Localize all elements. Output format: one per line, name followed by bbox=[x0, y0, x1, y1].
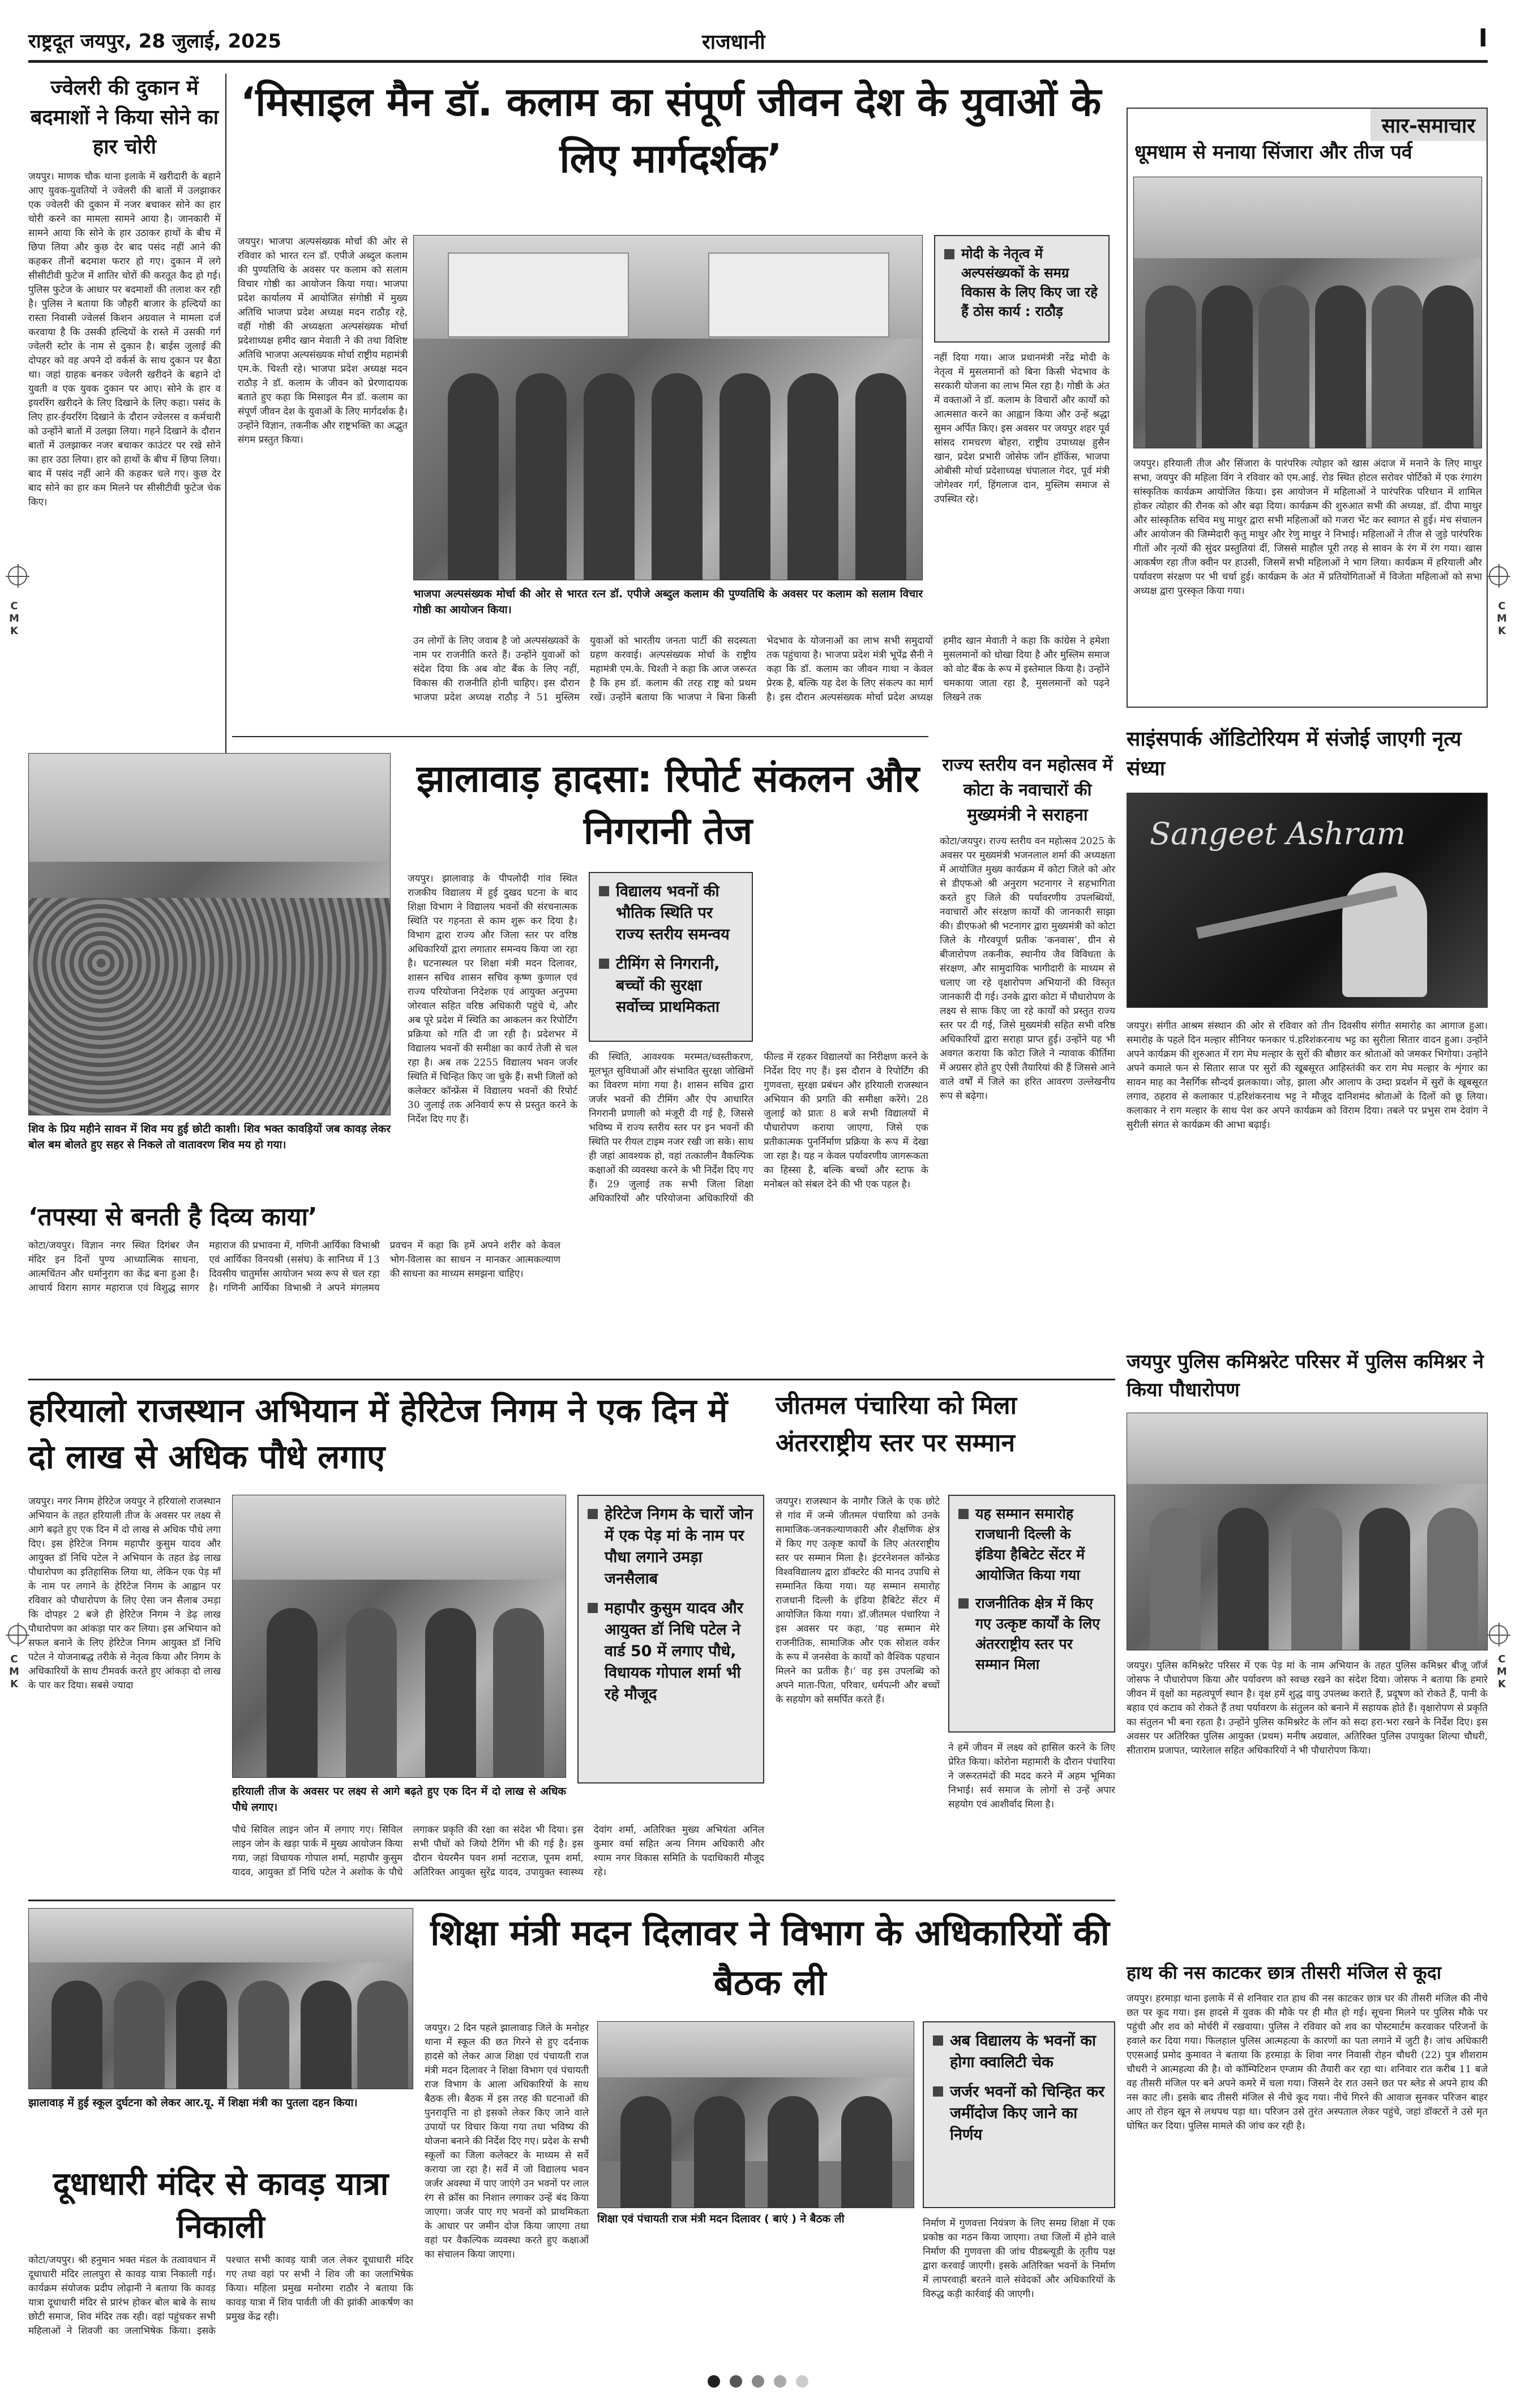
bullet-icon bbox=[588, 1509, 598, 1519]
story-body: जयपुर। राजस्थान के नागौर जिले के एक छोटे से गांव में जन्मे जीतमल पंचारिया को उनके सामाजिक-जनकल्याणकारी और शैक्षणिक क्षेत्र में किए गए उत्कृष्ट कार्यों के लिए अंतरराष्ट्रीय स्तर पर सम्मान मिला है। इंटरनेशनल कॉन्फ्रेड विश्वविद्यालय द्वारा डॉक्टरेट की मानद उपाधि से सम्मानित किया गया। यह सम्मान समारोह राजधानी दिल्ली के इंडिया हैबिटेट सेंटर में आयोजित किया गया। डॉ.जीतमल पंचारिया ने इस अवसर पर कहा, ‘यह सम्मान मेरे राजनीतिक, सामाजिक और एक सोशल वर्कर के रूप में जनसेवा के कार्यों को वैश्विक पहचान मिलने का प्रतीक है।’ वह इस उपलब्धि को अपने माता-पिता, परिवार, धर्मपत्नी और बच्चों के सहयोग को समर्पित करते हैं। bbox=[776, 1496, 940, 1705]
section-rule bbox=[28, 1379, 1115, 1380]
story-tapasya bbox=[28, 1200, 560, 1370]
photo-caption: झालावाड़ में हुई स्कूल दुर्घटना को लेकर आर.यू. में शिक्षा मंत्री का पुतला दहन किया। bbox=[28, 2097, 358, 2109]
photo-caption: शिव के प्रिय महीने सावन में शिव मय हुई छोटी काशी। शिव भक्त कावड़ियों जब कावड़ लेकर बोल बम बोलते हुए सहर से निकले तो वातावरण शिव मय हो गया। bbox=[28, 1123, 391, 1151]
cmk-mark: C M K bbox=[9, 600, 19, 637]
story-headline: जयपुर पुलिस कमिश्नरेट परिसर में पुलिस कमिश्नर ने किया पौधारोपण bbox=[1127, 1350, 1484, 1401]
header-date: राष्ट्रदूत जयपुर, 28 जुलाई, 2025 bbox=[28, 30, 282, 53]
section-rule bbox=[28, 1900, 1115, 1901]
story-headline: हरियालो राजस्थान अभियान में हेरिटेज निगम ने एक दिन में दो लाख से अधिक पौधे लगाए bbox=[28, 1391, 728, 1476]
story-headline: धूमधाम से मनाया सिंजारा और तीज पर्व bbox=[1134, 141, 1412, 164]
story-headline: हाथ की नस काटकर छात्र तीसरी मंजिल से कूदा bbox=[1127, 1962, 1442, 1983]
highlight-box bbox=[948, 1495, 1115, 1733]
registration-mark-icon bbox=[8, 566, 27, 585]
bullet-icon bbox=[958, 1598, 969, 1609]
story-headline: राज्य स्तरीय वन महोत्सव में कोटा के नवाचारों की मुख्यमंत्री ने सराहना bbox=[942, 755, 1113, 825]
heritage-plantation-photo bbox=[232, 1495, 566, 1778]
highlight-text: अब विद्यालय के भवनों का होगा क्वालिटी चेक bbox=[950, 2032, 1097, 2071]
header-section: राजधानी bbox=[702, 31, 765, 54]
bullet-icon bbox=[958, 1509, 969, 1519]
story-body: उन लोगों के लिए जवाब है जो अल्पसंख्यकों के नाम पर राजनीति करते हैं। उन्होंने युवाओं को संदेश दिया कि अब वोट बैंक के लिए नहीं, विकास की राजनीति होनी चाहिए। इस दौरान भाजपा प्रदेश अध्यक्ष राठौड़ ने 51 मुस्लिम युवाओं को भारतीय जनता पार्टी की सदस्यता ग्रहण करवाई। अल्पसंख्यक मोर्चा के राष्ट्रीय महामंत्री एम.के. चिश्ती ने कहा कि आज जरूरत है कि हम डॉ. कलाम की तरह राष्ट्र को प्रथम रखें। उन्होंने बताया कि भाजपा ने बिना किसी भेदभाव के योजनाओं का लाभ सभी समुदायों तक पहुंचाया है। भाजपा प्रदेश मंत्री भूपेंद्र सैनी ने कहा कि डॉ. कलाम का जीवन गाथा न केवल प्रेरक है, बल्कि यह देश के लिए संकल्प का मार्ग है। इस दौरान अल्पसंख्यक मोर्चा प्रदेश अध्यक्ष हमीद खान मेवाती ने कहा कि कांग्रेस ने हमेशा मुसलमानों को धोखा दिया है और मुस्लिम समाज को वोट बैंक के रूप में इस्तेमाल किया है। उन्होंने चमकाया जाता रहा है, मुसलमानों को पढ़ने लिखने तक bbox=[413, 635, 1110, 703]
bullet-icon bbox=[599, 886, 609, 896]
stage-banner: Sangeet Ashram bbox=[1150, 816, 1406, 852]
header-page-number: I bbox=[1478, 24, 1488, 53]
color-swatch bbox=[730, 2375, 742, 2388]
highlight-text: महापौर कुसुम यादव और आयुक्त डॉ निधि पटेल ने वार्ड 50 में लगाए पौधे, विधायक गोपाल शर्मा भी रहे मौजूद bbox=[605, 1599, 743, 1703]
column-rule bbox=[225, 74, 226, 838]
story-jewellery bbox=[28, 74, 221, 844]
story-panchariya bbox=[776, 1387, 1115, 1897]
bullet-icon bbox=[588, 1603, 598, 1613]
story-body: कोटा/जयपुर। राज्य स्तरीय वन महोत्सव 2025 के अवसर पर मुख्यमंत्री भजनलाल शर्मा की अध्यक्षता में आयोजित मुख्य कार्यक्रम में कोटा जिले को ओर से डीएफओ श्री अनुराग भटनागर ने सहभागिता करते हुए जिले की पर्यावरणीय उपलब्धियों, नवाचारों और संरक्षण कार्यों की जानकारी साझा की। डीएफओ श्री भटनागर द्वारा मुख्यमंत्री को कोटा जिले के गौरवपूर्ण प्रतीक ‘कनवास’, ग्रीन से बीजारोपण तकनीक, स्थानीय जैव विविधता के संरक्षण, और सामुदायिक भागीदारी के माध्यम से चलाए जा रहे वृक्षारोपण अभियानों की विस्तृत जानकारी दी गई। उनके द्वारा कोटा में पौधारोपण के लक्ष्य से साफ किए जा रहे कार्यों को प्रस्तुत राज्य स्तर पर दी गई, जिसे मुख्यमंत्री सहित सभी वरिष्ठ अधिकारियों द्वारा सराहा प्राप्त हुई। उन्होंने यह भी अवगत कराया कि कोटा जिले ने न्यावाक कीर्तिमा में अग्रसर होते हुए ऐसी तैयारियां की हैं जिससे आने वाले वर्षों में जिले का हरित आवरण उल्लेखनीय रूप से बढ़ेगा। bbox=[940, 836, 1115, 1102]
story-body: जयपुर। संगीत आश्रम संस्थान की ओर से रविवार को तीन दिवसीय संगीत समारोह का आगाज हुआ। समारोह के पहले दिन मल्हार सीनियर फनकार पं.हरिशंकरनाथ भट्ट का सुरीला सितार वादन हुआ। उन्होंने अपने कार्यक्रम की शुरुआत में राग मेघ मल्हार के सुरों की बौछार कर श्रोताओं को जमकर भिगोया। उन्होंने अपने कमाले फन से सितार साज पर सुरों की खूबसूरत आहिस्तंकी कर राग मेघ मल्हार के शृंगार का सावन माह का नैसर्गिक सौन्दर्य झलकाया। जोड़, झाला और आलाप के उम्दा प्रदर्शन में सुरों के खूबसूरत लगाव, ठहराव से कलाकार पं.हरिशंकरनाथ भट्ट ने मौजूद दानिशमंद श्रोताओं के दिलों को छू लिया। कलाकार ने राग मल्हार के साथ पेश कर अपने कार्यक्रम को विराम दिया। तबले पर प्रभुस राम देवांग ने सुरीली संगत से कार्यक्रम की आभा बढ़ाई। bbox=[1127, 1020, 1488, 1131]
story-headline: शिक्षा मंत्री मदन दिलावर ने विभाग के अधिकारियों की बैठक ली bbox=[430, 1912, 1110, 2003]
story-headline: ‘तपस्या से बनती है दिव्य काया’ bbox=[28, 1203, 318, 1231]
story-side: नहीं दिया गया। आज प्रधानमंत्री नरेंद्र मोदी के नेतृत्व में मुसलमानों को बिना किसी भेदभाव के सरकारी योजना का लाभ मिल रहा है। गोष्ठी के अंत में वक्ताओं ने डॉ. कलाम के विचारों और कार्यों को आत्मसात करने का आह्वान किया और उन्हें श्रद्धा सुमन अर्पित किए। इस अवसर पर जयपुर शहर पूर्व सांसद रामचरण बोहरा, राष्ट्रीय उपाध्यक्ष हुसैन खान, प्रदेश प्रभारी जोसेफ जॉन हॉकिंस, भाजपा ओबीसी मोर्चा प्रदेशाध्यक्ष चंपालाल गेदर, पूर्व मंत्री जोगेश्वर गर्ग, हिंगलाज दान, मुस्लिम समाज से उपस्थित रहे। bbox=[934, 352, 1110, 505]
color-swatch bbox=[752, 2375, 764, 2388]
story-sar-samachar bbox=[1127, 108, 1488, 708]
header-rule bbox=[28, 60, 1488, 63]
highlight-text: यह सम्मान समारोह राजधानी दिल्ली के इंडिया हैबिटेट सेंटर में आयोजित किया गया bbox=[975, 1505, 1085, 1583]
page-footer bbox=[0, 2375, 1516, 2398]
story-body: जयपुर। झालावाड़ के पीपलोदी गांव स्थित राजकीय विद्यालय में हुई दुखद घटना के बाद शिक्षा विभाग ने विद्यालय भवनों की संरचनात्मक स्थिति पर गहनता से काम शुरू कर दिया है। विभाग द्वारा राज्य और जिला स्तर पर वरिष्ठ अधिकारियों द्वारा लगातार समन्वय किया जा रहा है। घटनास्थल पर शिक्षा मंत्री मदन दिलावर, शासन सचिव शासन सचिव कृष्ण कुणाल एवं राज्य परियोजना निदेशक एवं आयुक्त अनुपमा जोरवाल सहित वरिष्ठ अधिकारी पहुंचे थे, और अब पूरे प्रदेश में स्थिति का आकलन कर रिपोर्टिंग प्रक्रिया को गति दी जा रही है। प्रदेशभर में विद्यालय भवनों की समीक्षा का कार्य तेजी से चल रहा है। अब तक 2255 विद्यालय भवन जर्जर स्थिति में चिन्हित किए जा चुके हैं। सभी जिलों को कलेक्टर कॉन्फ्रेंस में विद्यालय भवनों की रिपोर्ट 30 जुलाई तक अनिवार्य रूप से प्रस्तुत करने के निर्देश दिए गए हैं। bbox=[408, 873, 577, 1125]
highlight-text: राजनीतिक क्षेत्र में किए गए उत्कृष्ट कार्यों के लिए अंतरराष्ट्रीय स्तर पर सम्मान मिला bbox=[975, 1595, 1100, 1673]
kalam-group-photo bbox=[413, 235, 923, 580]
story-jhalawar bbox=[28, 753, 928, 1246]
highlight-text: विद्यालय भवनों की भौतिक स्थिति पर राज्य स्तरीय समन्वय bbox=[616, 883, 730, 943]
story-headline: ‘मिसाइल मैन डॉ. कलाम का संपूर्ण जीवन देश के युवाओं के लिए मार्गदर्शक’ bbox=[240, 79, 1102, 182]
highlight-box bbox=[934, 235, 1110, 343]
story-kalam bbox=[232, 74, 1110, 844]
story-doodhadhari bbox=[28, 2163, 413, 2361]
registration-mark-icon bbox=[1489, 566, 1508, 585]
color-swatch bbox=[708, 2375, 720, 2388]
dilawar-meeting-photo bbox=[597, 2021, 914, 2208]
bullet-icon bbox=[599, 959, 609, 969]
photo-caption: भाजपा अल्पसंख्यक मोर्चा की ओर से भारत रत्न डॉ. एपीजे अब्दुल कलाम की पुण्यतिथि के अवसर पर कलाम को सलाम विचार गोष्ठी का आयोजन किया। bbox=[413, 588, 923, 616]
story-body: की स्थिति, आवश्यक मरम्मत/ध्वस्तीकरण, मूलभूत सुविधाओं और संभावित सुरक्षा जोखिमों का विवरण मांगा गया है। शासन सचिव द्वारा जर्जर भवनों की टीमिंग और ऐप आधारित निगरानी प्रणाली को मंजूरी दी गई है, जिससे भविष्य में राज्य स्तरीय स्तर पर इन भवनों की स्थिति पर रीयल टाइम नजर रखी जा सके। साथ ही जहां आवश्यक हो, वहां तत्कालीन वैकल्पिक कक्षाओं की व्यवस्था करने के भी निर्देश दिए गए हैं। 29 जुलाई तक सभी जिला शिक्षा अधिकारियों और परियोजना अधिकारियों की फील्ड में रहकर विद्यालयों का निरीक्षण करने के निर्देश दिए गए हैं। इस दौरान वे रिपोर्टिंग की गुणवत्ता, सुरक्षा प्रबंधन और हरियाली राजस्थान अभियान की प्रगति की समीक्षा करेंगे। 28 जुलाई को प्रातः 8 बजे सभी विद्यालयों में पौधारोपण कराया जाएगा, जिसे एक प्रतीकात्मक पुनर्निर्माण प्रक्रिया के रूप में देखा जा रहा है। यह न केवल पर्यावरणीय जागरूकता का हिस्सा है, बल्कि बच्चों और स्टाफ के मनोबल को संबल देने की भी एक पहल है। bbox=[589, 1051, 928, 1204]
story-headline: जीतमल पंचारिया को मिला अंतरराष्ट्रीय स्तर पर सम्मान bbox=[776, 1391, 1017, 1457]
photo-caption: शिक्षा एवं पंचायती राज मंत्री मदन दिलावर ( बाएं ) ने बैठक ली bbox=[597, 2213, 845, 2225]
effigy-protest-photo bbox=[28, 1908, 413, 2089]
sitar-player-photo bbox=[1127, 793, 1488, 1008]
bullet-icon bbox=[933, 2086, 943, 2097]
section-tag: सार-समाचार bbox=[1371, 109, 1487, 141]
color-swatch bbox=[796, 2375, 808, 2388]
photo-caption: हरियाली तीज के अवसर पर लक्ष्य से आगे बढ़ते हुए एक दिन में दो लाख से अधिक पौधे लगाए। bbox=[232, 1785, 566, 1814]
story-headline: झालावाड़ हादसा: रिपोर्ट संकलन और निगरानी तेज bbox=[416, 757, 920, 853]
bullet-icon bbox=[944, 249, 954, 259]
story-headline: ज्वेलरी की दुकान में बदमाशों ने किया सोने का हार चोरी bbox=[30, 76, 219, 159]
registration-mark-icon bbox=[1489, 1625, 1508, 1644]
story-dilawar bbox=[425, 1908, 1115, 2361]
bullet-icon bbox=[933, 2035, 943, 2046]
story-heritage bbox=[28, 1387, 764, 1897]
story-headline: दूधाधारी मंदिर से कावड़ यात्रा निकाली bbox=[53, 2166, 389, 2246]
story-sangeet bbox=[1127, 725, 1488, 1336]
story-intro: जयपुर। भाजपा अल्पसंख्यक मोर्चा की ओर से रविवार को भारत रत्न डॉ. एपीजे अब्दुल कलाम की पुण्यतिथि के अवसर पर कलाम को सलाम विचार गोष्ठी का आयोजन किया गया। भाजपा प्रदेश कार्यालय में आयोजित संगोष्ठी में मुख्य अतिथि भाजपा प्रदेश अध्यक्ष मदन राठौड़ रहे, वहीं गोष्ठी की अध्यक्षता अल्पसंख्यक मोर्चा प्रदेशाध्यक्ष हमीद खान मेवाती ने की तथा विशिष्ट अतिथि भाजपा अल्पसंख्यक मोर्चा राष्ट्रीय महामंत्री एम.के. चिश्ती रहे। भाजपा प्रदेश अध्यक्ष मदन राठौड़ ने डॉ. कलाम के जीवन को प्रेरणादायक बताते हुए कहा कि मिसाइल मैन डॉ. कलाम का संपूर्ण जीवन देश के युवाओं के लिए मार्गदर्शक है। उन्होंने विज्ञान, तकनीक और राष्ट्रभक्ति का अद्भुत संगम प्रस्तुत किया। bbox=[238, 236, 408, 446]
color-swatch bbox=[774, 2375, 786, 2388]
kavad-effigy-block bbox=[28, 1908, 413, 2146]
story-side: निर्माण में गुणवत्ता नियंत्रण के लिए समग्र शिक्षा में एक प्रकोष्ठ का गठन किया जाएगा। तथा जिलों में होने वाले निर्माण की गुणवत्ता की जांच पीडब्ल्यूडी के तृतीय पक्ष द्वारा करवाई जाएगी। इसके अतिरिक्त भवनों के निर्माण में लापरवाही बरतने वाले संवेदकों और अधिकारियों के विरुद्ध कड़ी कार्रवाई की जाएगी। bbox=[923, 2218, 1115, 2300]
highlight-text: मोदी के नेतृत्व में अल्पसंख्यकों के समग्र विकास के लिए किए जा रहे हैं ठोस कार्य : राठौड़ bbox=[961, 246, 1098, 319]
highlight-box bbox=[577, 1495, 764, 1783]
story-body: पौधे सिविल लाइन जोन में लगाए गए। सिविल लाइन जोन के खड़ा पार्क में मुख्य आयोजन किया गया, जहां विधायक गोपाल शर्मा, महापौर कुसुम यादव, आयुक्त डॉ निधि पटेल ने अशोक के पौधे लगाकर प्रकृति की रक्षा का संदेश भी दिया। इस सभी पौधों को जियो टैगिंग भी की गई है। इस दौरान चेयरमैन पवन शर्मा नटराज, पूनम शर्मा, अतिरिक्त आयुक्त सुरेंद्र यादव, उपायुक्त स्वास्थ्य देवांग शर्मा, अतिरिक्त मुख्य अभियंता अनिल कुमार वर्मा सहित अन्य निगम अधिकारी और श्याम नगर विकास समिति के पदाधिकारी मौजूद रहे। bbox=[232, 1824, 764, 1878]
story-headline: साइंसपार्क ऑडिटोरियम में संजोई जाएगी नृत्य संध्या bbox=[1127, 728, 1462, 780]
highlight-box bbox=[923, 2021, 1115, 2208]
cmk-mark: C M K bbox=[1497, 600, 1507, 637]
story-side: ने हमें जीवन में लक्ष्य को हासिल करने के लिए प्रेरित किया। कोरोना महामारी के दौरान पंचारिया ने जरूरतमंदों की मदद करने में अहम भूमिका निभाई। सर्व समाज के लोगों से उन्हें अपार सहयोग एवं आशीर्वाद मिला है। bbox=[948, 1742, 1115, 1810]
story-commissioner bbox=[1127, 1348, 1488, 1948]
highlight-text: टीमिंग से निगरानी, बच्चों की सुरक्षा सर्वोच्च प्राथमिकता bbox=[616, 955, 720, 1016]
story-body: जयपुर। पुलिस कमिश्नरेट परिसर में एक पेड़ मां के नाम अभियान के तहत पुलिस कमिश्नर बीजू जॉर्ज जोसफ ने पौधारोपण किया और पर्यावरण को स्वच्छ रखने का संदेश दिया। जोसफ ने बताया कि हमारे जीवन में वृक्षों का महत्वपूर्ण स्थान है। वृक्ष हमें शुद्ध वायु उपलब्ध कराते हैं, प्रदूषण को रोकते हैं, पानी के बहाव एवं कटाव को रोकते हैं तथा पर्यावरण के संतुलन को बनाने में सहायक होते हैं। वृक्षारोपण से प्रकृति का संतुलन भी बना रहता है। उन्होंने पुलिस कमिश्नरेट के लॉन को सदा हरा-भरा रखने के निर्देश दिए। इस अवसर पर अतिरिक्त पुलिस आयुक्त (प्रथम) मनीष अग्रवाल, अतिरिक्त पुलिस उपायुक्त शिल्पा चौधरी, सीताराम प्रजापत, प्यारेलाल सहित अधिकारियों ने भी पौधारोपण किया। bbox=[1127, 1660, 1488, 1756]
teej-women-photo bbox=[1133, 177, 1482, 448]
cmk-mark: C M K bbox=[9, 1653, 19, 1690]
highlight-text: हेरिटेज निगम के चारों जोन में एक पेड़ मां के नाम पर पौधा लगाने उमड़ा जनसैलाब bbox=[605, 1505, 753, 1588]
highlight-box bbox=[589, 872, 753, 1042]
story-body: जयपुर। माणक चौक थाना इलाके में खरीदारी के बहाने आए युवक-युवतियों ने ज्वेलरी की बातों में उलझाकर एक ज्वेलरी की दुकान में नजर बचाकर सोने का हार चोरी करने का मामला सामने आया है। जानकारी में सामने आया कि सोने के हार उठाकर हाथों के बीच में छिपा लिया और कुछ देर बाद पसंद नहीं आने की कहकर तीनों बदमाश फरार हो गए। दुकान में लगे सीसीटीवी फुटेज में शातिर चोरों की करतूत कैद हो गई। पुलिस फुटेज के आधार पर बदमाशों की तलाश कर रही है। पुलिस ने बताया कि जौहरी बाजार के हल्दियों का रास्ता निवासी ज्वेलर्स किशन अग्रवाल ने मामला दर्ज करवाया है कि उसकी हल्दियों के रास्ते में उसकी गर्ग ज्वेलरी स्टोर के नाम से दुकान है। बाईस जुलाई की दोपहर को वह अपने दो वर्कर्स के साथ दुकान पर बैठा था। जहां ग्राहक बनकर ज्वेलरी खरीदने के बहाने दो युवती व एक युवक दुकान पर आए। सोने के हार व इयररिंग खरीदने के लिए दिखाने के लिए कहा। पसंद के लिए हार-ईयररिंग दिखाने के दौरान ज्वेलरस व कर्मचारी को उन्होंने बातों में उलझा लिया। गहने दिखाने के दौरान बातों में उलझाकर नजर बचाकर काउंटर पर रखे सोने का हार उठा लिया। हार को हाथों के बीच में छिपा लिया। बाद में पसंद नहीं आने की कहकर चले गए। कुछ देर बाद सोने का हार कम मिलने पर सीसीटीवी फुटेज चेक किए। bbox=[28, 171, 221, 508]
story-vanotsav bbox=[940, 753, 1115, 1246]
highlight-text: जर्जर भवनों को चिन्हित कर जमींदोज किए जाने का निर्णय bbox=[950, 2083, 1105, 2144]
story-body: कोटा/जयपुर। विज्ञान नगर स्थित दिगंबर जैन मंदिर इन दिनों पुण्य आध्यात्मिक साधना, आत्मचिंतन और धर्मानुराग का केंद्र बना हुआ है। आचार्य विराग सागर महाराज एवं विशुद्ध सागर महाराज की प्रभावना में, गणिनी आर्यिका विभाश्री एवं आर्यिका विनयश्री (ससंघ) के सानिध्य में 13 दिवसीय चातुर्मास आयोजन भव्य रूप से चल रहा है। गणिनी आर्यिका विभाश्री ने अपने मंगलमय प्रवचन में कहा कि हमें अपने शरीर को केवल भोग-विलास का साधन न मानकर आत्मकल्याण की साधना का माध्यम समझना चाहिए। bbox=[28, 1240, 560, 1294]
kavad-crowd-photo bbox=[28, 753, 391, 1115]
story-body: जयपुर। हरमाड़ा थाना इलाके में से शनिवार रात हाथ की नस काटकर छात्र घर की तीसरी मंजिल की नीचे छत पर कूद गया। इस हादसे में युवक की मौके पर ही मौत हो गई। सूचना मिलने पर पुलिस मौके पर पहुंची और शव को मोर्चरी में रखवाया। पुलिस ने रविवार को शव का पोस्टमार्टम करवाकर परिजनों के हवाले कर दिया गया। फिलहाल पुलिस आत्महत्या के कारणों का पता लगाने में जुटी है। जांच अधिकारी एएसआई प्रमोद कुमावत ने बताया कि हरमाड़ा के शिवा नगर निवासी रोहन चौधरी (22) पुत्र शीशराम चौधरी ने आत्महत्या की है। वो कॉम्पिटिशन एग्जाम की तैयारी कर रहा था। शनिवार रात करीब 11 बजे वह तीसरी मंजिल पर बने अपने कमरे में चला गया। जिसने देर रात उसने छत पर ब्लेड से अपने हाथ की नस काट ली। इसके बाद तीसरी मंजिल से नीचे कूद गया। नीचे गिरने की आवाज सुनकर परिजन बाहर आए तो रोहन खून से लथपथ पड़ा था। परिजन उसे तुरंत अस्पताल लेकर पहुंचे, जहां डॉक्टरों ने उसे मृत घोषित कर दिया। पुलिस मामले की जांच कर रही है। bbox=[1127, 1993, 1488, 2132]
story-body: जयपुर। 2 दिन पहले झालावाड़ जिले के मनोहर थाना में स्कूल की छत गिरने से हुए दर्दनाक हादसे को लेकर आज शिक्षा एवं पंचायती राज मंत्री मदन दिलावर ने शिक्षा विभाग एवं पंचायती राज विभाग के आला अधिकारियों के साथ बैठक ली। बैठक में इस तरह की घटनाओं की पुनरावृत्ति ना हो इसको लेकर किए जाने वाले उपायों पर विचार किया गया तथा भविष्य की योजना बनाने की निर्देश दिए गए। प्रदेश के सभी स्कूलों का जिला कलेक्टर के माध्यम से सर्वे कराया जा रहा है। सर्वे में जो विद्यालय भवन जर्जर अवस्था में पाए जाएंगे उन भवनों पर लाल रंग से क्रॉस का निशान लगाकर उन्हें बंद किया जाएगा। जर्जर पाए गए भवनों को प्राथमिकता के आधार पर जमीन दोज किया जाएगा तथा वहां पर वैकल्पिक व्यवस्था करते हुए कक्षाओं का संचालन किया जाएगा। bbox=[425, 2022, 589, 2260]
story-body: जयपुर। हरियाली तीज और सिंजारा के पारंपरिक त्योहार को खास अंदाज में मनाने के लिए माथुर सभा, जयपुर की महिला विंग ने रविवार को एम.आई. रोड स्थित होटल सरोवर पोर्टिको में एक रंगारंग सांस्कृतिक कार्यक्रम आयोजित किया। इस आयोजन में महिलाओं ने पारंपरिक परिधान में शामिल होकर त्योहार की रौनक को और बढ़ा दिया। कार्यक्रम की शुरुआत सभी की अध्यक्ष, डॉ. दीपा माथुर और सांस्कृतिक सचिव मधु माथुर द्वारा सभी महिलाओं को गजरा भेंट कर स्वागत से हुई। मंच संचालन और आयोजन की जिम्मेदारी कृतु माथुर और रेणु माथुर ने निभाई। महिलाओं ने तीज से जुड़े पारंपरिक गीतों और नृत्यों की सुंदर प्रस्तुतियां दीं, जिससे माहौल पूरी तरह से सावन के रंग में रंग गया। खास आकर्षण रहा तीज क्वीन पर हाउसी, जिसमें सभी महिलाओं ने भाग लिया। कार्यक्रम में हरियाली और पर्यावरण संरक्षण पर भी चर्चा हुई। कार्यक्रम के अंत में प्रतियोगिताओं में विजेता महिलाओं को सभा अध्यक्ष द्वारा पुरस्कृत किया गया। bbox=[1133, 458, 1482, 597]
page-header bbox=[28, 22, 1488, 61]
story-body: कोटा/जयपुर। श्री हनुमान भक्त मंडल के तत्वावधान में दूधाधारी मंदिर लालपुरा से कावड़ यात्रा निकाली गई। कार्यक्रम संयोजक प्रदीप लोढ़ानी ने बताया कि कावड़ यात्रा दूधाधारी मंदिर से प्रारंभ होकर बोल बाबे के साथ छोटी समाज, शिव मंदिर तक रही। वहां पहुंचकर सभी महिलाओं ने शिवजी का जलाभिषेक किया। इसके पश्चात सभी कावड़ यात्री जल लेकर दूधाधारी मंदिर गए तथा वहां पर सभी ने शिव जी का जलाभिषेक किया। महिला प्रमुख मनोरमा राठौर ने बताया कि कावड़ यात्रा में शिव पार्वती जी की झांकी आकर्षण का प्रमुख केंद्र रही। bbox=[28, 2255, 413, 2337]
story-chhatra bbox=[1127, 1959, 1488, 2350]
section-rule bbox=[232, 736, 928, 737]
registration-mark-icon bbox=[8, 1625, 27, 1644]
commissioner-plantation-photo bbox=[1127, 1413, 1488, 1650]
cmk-mark: C M K bbox=[1497, 1653, 1507, 1690]
story-body: जयपुर। नगर निगम हेरिटेज जयपुर ने हरियालो राजस्थान अभियान के तहत हरियाली तीज के अवसर पर लक्ष्य से आगे बढ़ते हुए एक दिन में दो लाख से अधिक पौधे लगा दिए। इस हेरिटेज निगम महापौर कुसुम यादव और आयुक्त डॉ निधि पटेल ने अभियान के तहत डेढ़ लाख पौधारोपण का इतिहासिक लिया था, लेकिन एक पेड़ माँ के नाम पर लगाने के हेरिटेज निगम के आह्वान पर रविवार को पौधारोपण के लिए ऐसा जन सैलाब उमड़ा कि दोपहर 2 बजे ही हेरिटेज निगम ने डेढ़ लाख पौधारोपण का आंकड़ा पार कर लिया। इस अभियान को सफल बनाने के लिए हेरिटेज निगम आयुक्त डॉ निधि पटेल ने योजनाबद्ध तरीके से नेतृत्व किया और निगम के अधिकारियों के साथ टीमवर्क करते हुए आंकड़ा दो लाख के पार कर दिया। सबसे ज्यादा bbox=[28, 1496, 221, 1691]
